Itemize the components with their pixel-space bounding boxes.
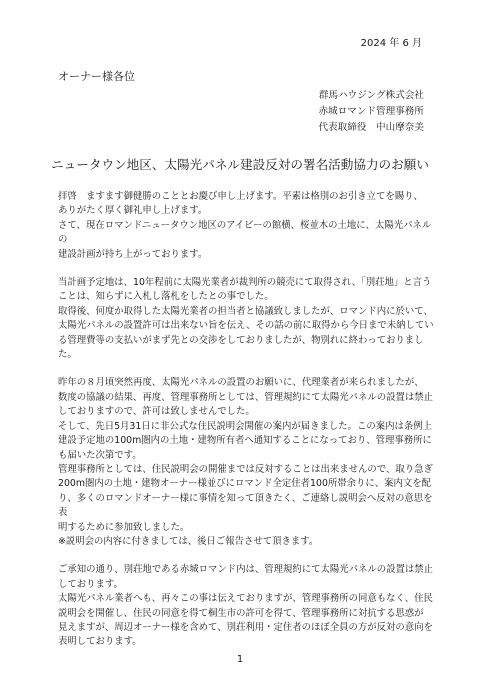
text-line: しておりますので、許可は致しませんでした。 [58,406,255,418]
letter-title: ニュータウン地区、太陽光パネル建設反対の署名活動協力のお願い [51,157,429,172]
sender-block [318,88,424,136]
letter-body [58,190,440,650]
text-line: ことは、知らずに入札し落札をしたとの事でした。 [58,291,274,303]
text-line: ありがたく厚く御礼申し上げます。 [58,205,208,217]
page-number: 1 [236,654,244,665]
sender-company: 群馬ハウジング株式会社 [318,90,424,101]
text-line: ご承知の通り、別荘地である赤城ロマンド内は、管理規約にて太陽光パネルの設置は禁止 [58,564,434,576]
sender-office: 赤城ロマンド管理事務所 [318,106,424,117]
text-line: 当計画予定地は、10年程前に太陽光業者が裁判所の競売にて取得され、「別荘地」と言う [58,277,432,289]
text-line: 昨年の８月頃突然再度、太陽光パネルの設置のお願いに、代理業者が来られましたが、 [58,377,424,389]
text-line: 表明しております。 [58,636,142,648]
text-line: 見えますが、周辺オーナー様を含めて、別荘利用・定住者のほぼ全員の方が反対の意向を [58,621,433,633]
paragraph [58,563,440,649]
paragraph-gap [58,549,440,563]
text-line: 太陽光パネルの設置許可は出来ない旨を伝え、その話の前に取得から今日まで未納してい [58,320,434,332]
text-line: 建設予定地の100m圏内の土地・建物所有者へ通知することになっており、管理事務所に [58,435,432,447]
text-line: さて、現在ロマンドニュータウン地区のアイビーの館横、桜並木の土地に、太陽光パネルの [58,219,432,246]
text-line: 数度の協議の結果、再度、管理事務所としては、管理規約にて太陽光パネルの設置は禁止 [58,391,434,403]
paragraph [58,276,440,362]
text-line: 太陽光パネル業者へも、再々この事は伝えておりますが、管理事務所の同意もなく、住民 [58,593,433,605]
text-line: 200m圏内の土地・建物オーナー様並びにロマンド全定住者100所帯余りに、案内文を配 [58,478,432,490]
text-line: 説明会を開催し、住民の同意を得て桐生市の許可を得て、管理事務所に対抗する思惑が [58,607,424,619]
text-line: 取得後、何度か取得した太陽光業者の担当者と協議致しましたが、ロマンド内に於いて、 [58,305,433,317]
text-line: ※説明会の内容に付きましては、後日ご報告させて頂きます。 [58,535,319,547]
text-line: も届いた次第です。 [58,449,142,461]
addressee: オーナー様各位 [58,70,135,83]
text-line: しております。 [58,578,123,590]
text-line: り、多くのロマンドオーナー様に事情を知って頂きたく、ご連絡し説明会へ反対の意思を表 [58,492,433,519]
text-line: 明するために参加致しました。 [58,521,190,533]
text-line: る管理費等の支払いがまず先との交渉をしておりましたが、物別れに終わっておりました。 [58,334,424,361]
text-line: そして、先日5月31日に非公式な住民説明会開催の案内が届きました。この案内は条例上 [58,420,432,432]
sender-representative: 代表取締役 中山摩奈美 [318,122,424,133]
text-line: 建設計画が持ち上がっております。 [58,248,208,260]
paragraph-gap [58,362,440,376]
paragraph [58,376,440,549]
text-line: 拝啓 ますます御健勝のこととお慶び申し上げます。平素は格別のお引き立てを賜り、 [58,191,423,202]
text-line: 管理事務所としては、住民説明会の開催までは反対することは出来ませんので、取り急ぎ [58,463,433,475]
paragraph [58,190,440,262]
letter-date: 2024 年 6 月 [360,38,422,49]
paragraph-gap [58,262,440,276]
